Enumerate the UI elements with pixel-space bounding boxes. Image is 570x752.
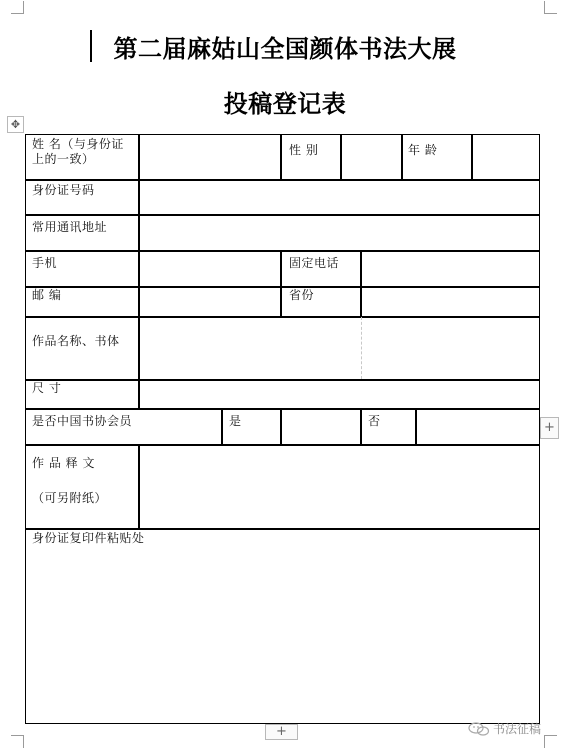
work-title-input-cell[interactable]: [139, 317, 540, 380]
add-column-button[interactable]: +: [540, 417, 559, 439]
address-label: 常用通讯地址: [32, 220, 108, 234]
landline-label-cell: [281, 251, 361, 287]
id-number-label-cell: [25, 180, 139, 215]
landline-label: 固定电话: [289, 256, 340, 270]
hidden-gridline: [361, 317, 362, 379]
size-label: 尺 寸: [32, 381, 62, 395]
size-input-cell[interactable]: [139, 380, 540, 409]
name-label: 姓 名（与身份证上的一致）: [32, 137, 124, 166]
age-label-cell: [402, 134, 472, 180]
no-input-cell[interactable]: [416, 409, 540, 445]
transcription-input-cell[interactable]: [139, 445, 540, 529]
mobile-label-cell: [25, 251, 139, 287]
gender-label: 性 别: [289, 143, 319, 157]
gender-input-cell[interactable]: [341, 134, 402, 180]
wechat-icon: [468, 722, 490, 736]
id-number-label: 身份证号码: [32, 183, 95, 197]
postcode-input-cell[interactable]: [139, 287, 281, 317]
id-copy-paste-area[interactable]: [25, 529, 540, 724]
page-corner-mark: [11, 1, 24, 14]
size-label-cell: [25, 380, 139, 409]
age-label: 年 龄: [408, 143, 438, 157]
yes-label-cell: [222, 409, 281, 445]
address-input-cell[interactable]: [139, 215, 540, 251]
table-move-handle[interactable]: ✥: [7, 116, 24, 133]
watermark-text: 书法征稿: [493, 722, 542, 736]
watermark: [468, 720, 541, 737]
page-corner-mark: [11, 735, 24, 748]
postcode-label-cell: [25, 287, 139, 317]
province-label: 省份: [289, 288, 315, 302]
document-subtitle: 投稿登记表: [223, 90, 347, 118]
mobile-input-cell[interactable]: [139, 251, 281, 287]
work-title-label: 作品名称、书体: [32, 334, 120, 348]
name-input-cell[interactable]: [139, 134, 281, 180]
page-corner-mark: [544, 1, 557, 14]
address-label-cell: [25, 215, 139, 251]
transcription-note: （可另附纸）: [32, 491, 108, 505]
province-label-cell: [281, 287, 361, 317]
yes-input-cell[interactable]: [281, 409, 361, 445]
transcription-label-cell: [25, 445, 139, 529]
landline-input-cell[interactable]: [361, 251, 540, 287]
no-label-cell: [361, 409, 416, 445]
member-label-cell: [25, 409, 222, 445]
add-row-button[interactable]: +: [265, 724, 298, 740]
work-title-label-cell: [25, 317, 139, 380]
postcode-label: 邮 编: [32, 288, 62, 302]
page-corner-mark: [544, 735, 557, 748]
yes-label: 是: [229, 414, 242, 428]
gender-label-cell: [281, 134, 341, 180]
id-copy-label: 身份证复印件粘贴处: [32, 531, 145, 545]
document-title: 第二届麻姑山全国颜体书法大展: [113, 35, 457, 63]
transcription-label: 作 品 释 文: [32, 456, 95, 470]
id-number-input-cell[interactable]: [139, 180, 540, 215]
name-label-cell: [25, 134, 139, 180]
age-input-cell[interactable]: [472, 134, 540, 180]
mobile-label: 手机: [32, 256, 58, 270]
province-input-cell[interactable]: [361, 287, 540, 317]
member-label: 是否中国书协会员: [32, 414, 133, 428]
no-label: 否: [368, 414, 381, 428]
